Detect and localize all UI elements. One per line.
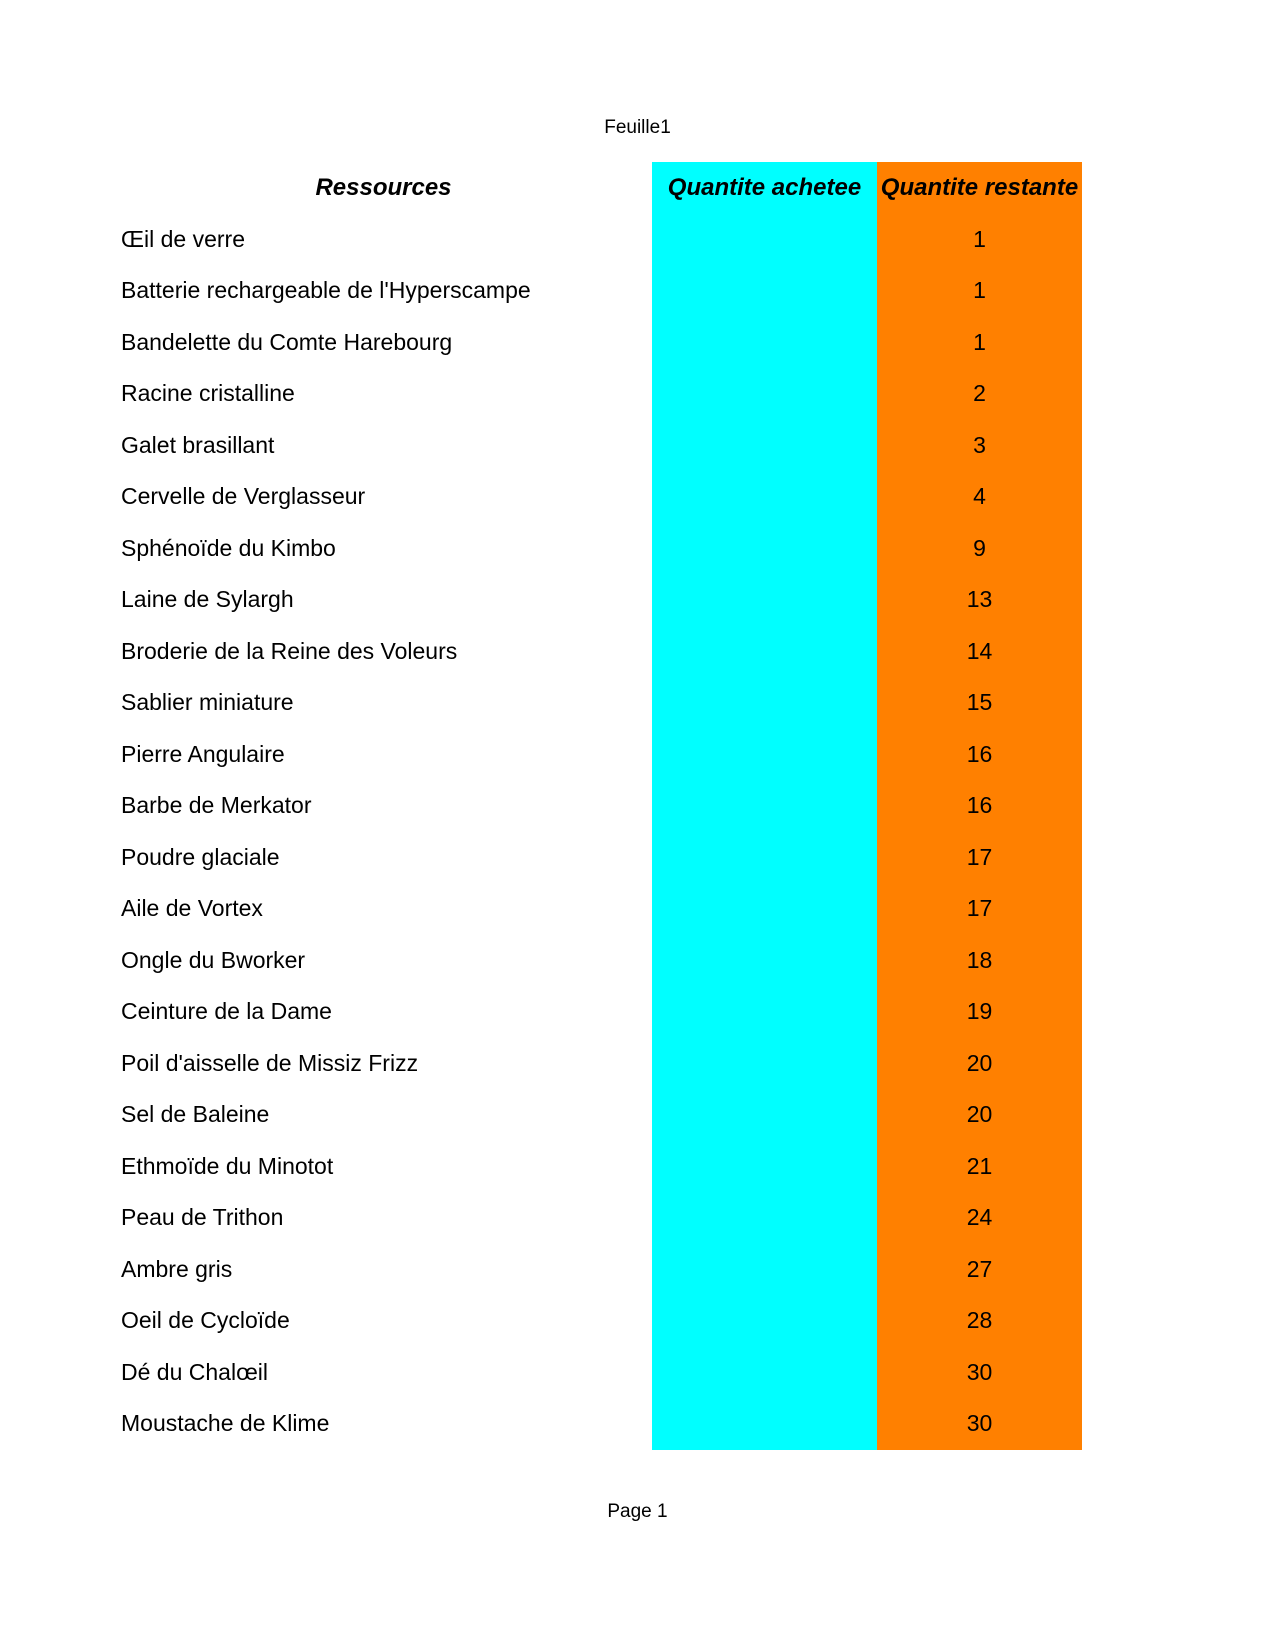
quantity-bought-cell bbox=[652, 523, 877, 575]
quantity-remaining-cell: 13 bbox=[877, 574, 1082, 626]
resource-name-cell: Racine cristalline bbox=[121, 380, 295, 407]
resources-column-header: Ressources bbox=[315, 173, 452, 201]
quantity-bought-column-header: Quantite achetee bbox=[652, 162, 877, 214]
quantity-bought-cell bbox=[652, 214, 877, 266]
resource-name-cell: Ongle du Bworker bbox=[121, 946, 306, 973]
table-row bbox=[115, 368, 1082, 420]
quantity-bought-cell bbox=[652, 471, 877, 523]
quantity-remaining-cell: 28 bbox=[877, 1295, 1082, 1347]
table-row bbox=[115, 1295, 1082, 1347]
page-number-footer: Page 1 bbox=[607, 1501, 668, 1522]
quantity-bought-cell bbox=[652, 1295, 877, 1347]
quantity-remaining-cell: 16 bbox=[877, 729, 1082, 781]
table-row bbox=[115, 986, 1082, 1038]
table-row bbox=[115, 1038, 1082, 1090]
table-row bbox=[115, 265, 1082, 317]
resource-name-cell: Ambre gris bbox=[121, 1255, 233, 1282]
resources-table bbox=[115, 162, 1082, 1450]
table-row bbox=[115, 1089, 1082, 1141]
table-row bbox=[115, 729, 1082, 781]
quantity-bought-cell bbox=[652, 1398, 877, 1450]
table-row bbox=[115, 317, 1082, 369]
table-row bbox=[115, 420, 1082, 472]
quantity-bought-cell bbox=[652, 574, 877, 626]
quantity-bought-cell bbox=[652, 986, 877, 1038]
resource-name-cell: Dé du Chalœil bbox=[121, 1358, 268, 1385]
quantity-remaining-cell: 15 bbox=[877, 677, 1082, 729]
resource-name-cell: Barbe de Merkator bbox=[121, 792, 312, 819]
sheet-title: Feuille1 bbox=[604, 117, 671, 138]
quantity-remaining-cell: 20 bbox=[877, 1089, 1082, 1141]
quantity-remaining-cell: 2 bbox=[877, 368, 1082, 420]
table-row bbox=[115, 677, 1082, 729]
quantity-remaining-cell: 4 bbox=[877, 471, 1082, 523]
quantity-bought-cell bbox=[652, 832, 877, 884]
quantity-bought-cell bbox=[652, 935, 877, 987]
quantity-bought-cell bbox=[652, 1192, 877, 1244]
resource-name-cell: Pierre Angulaire bbox=[121, 740, 285, 767]
quantity-remaining-cell: 21 bbox=[877, 1141, 1082, 1193]
table-row bbox=[115, 1141, 1082, 1193]
quantity-bought-cell bbox=[652, 1141, 877, 1193]
resource-name-cell: Sphénoïde du Kimbo bbox=[121, 534, 336, 561]
resource-name-cell: Bandelette du Comte Harebourg bbox=[121, 328, 453, 355]
table-row bbox=[115, 471, 1082, 523]
table-row bbox=[115, 214, 1082, 266]
quantity-bought-cell bbox=[652, 368, 877, 420]
resource-name-cell: Aile de Vortex bbox=[121, 895, 263, 922]
resource-name-cell: Œil de verre bbox=[121, 225, 245, 252]
quantity-bought-cell bbox=[652, 420, 877, 472]
table-row bbox=[115, 1192, 1082, 1244]
resource-name-cell: Sel de Baleine bbox=[121, 1101, 270, 1128]
quantity-bought-cell bbox=[652, 626, 877, 678]
resource-name-cell: Galet brasillant bbox=[121, 431, 275, 458]
table-row bbox=[115, 1398, 1082, 1450]
quantity-remaining-cell: 24 bbox=[877, 1192, 1082, 1244]
quantity-bought-cell bbox=[652, 883, 877, 935]
table-row bbox=[115, 1347, 1082, 1399]
table-body bbox=[115, 214, 1082, 1450]
quantity-remaining-cell: 14 bbox=[877, 626, 1082, 678]
resource-name-cell: Poudre glaciale bbox=[121, 843, 280, 870]
quantity-remaining-cell: 20 bbox=[877, 1038, 1082, 1090]
resource-name-cell: Peau de Trithon bbox=[121, 1204, 284, 1231]
quantity-bought-cell bbox=[652, 1038, 877, 1090]
resource-name-cell: Broderie de la Reine des Voleurs bbox=[121, 637, 458, 664]
table-row bbox=[115, 883, 1082, 935]
quantity-bought-cell bbox=[652, 265, 877, 317]
table-header-row bbox=[115, 162, 1082, 214]
resource-name-cell: Cervelle de Verglasseur bbox=[121, 483, 366, 510]
quantity-remaining-cell: 1 bbox=[877, 214, 1082, 266]
quantity-remaining-cell: 1 bbox=[877, 265, 1082, 317]
resource-name-cell: Sablier miniature bbox=[121, 689, 294, 716]
table-row bbox=[115, 780, 1082, 832]
quantity-remaining-cell: 19 bbox=[877, 986, 1082, 1038]
resource-name-cell: Ethmoïde du Minotot bbox=[121, 1152, 334, 1179]
quantity-remaining-cell: 17 bbox=[877, 832, 1082, 884]
table-row bbox=[115, 626, 1082, 678]
table-row bbox=[115, 935, 1082, 987]
quantity-remaining-cell: 9 bbox=[877, 523, 1082, 575]
resource-name-cell: Moustache de Klime bbox=[121, 1410, 330, 1437]
quantity-remaining-cell: 18 bbox=[877, 935, 1082, 987]
table-row bbox=[115, 1244, 1082, 1296]
quantity-bought-cell bbox=[652, 1244, 877, 1296]
table-row bbox=[115, 832, 1082, 884]
resource-name-cell: Ceinture de la Dame bbox=[121, 998, 332, 1025]
quantity-remaining-cell: 3 bbox=[877, 420, 1082, 472]
resource-name-cell: Oeil de Cycloïde bbox=[121, 1307, 290, 1334]
table-row bbox=[115, 523, 1082, 575]
quantity-remaining-cell: 27 bbox=[877, 1244, 1082, 1296]
resource-name-cell: Poil d'aisselle de Missiz Frizz bbox=[121, 1049, 419, 1076]
quantity-remaining-cell: 16 bbox=[877, 780, 1082, 832]
quantity-bought-cell bbox=[652, 677, 877, 729]
quantity-remaining-column-header: Quantite restante bbox=[877, 162, 1082, 214]
resource-name-cell: Laine de Sylargh bbox=[121, 586, 294, 613]
quantity-remaining-cell: 30 bbox=[877, 1398, 1082, 1450]
quantity-remaining-cell: 17 bbox=[877, 883, 1082, 935]
quantity-bought-cell bbox=[652, 1347, 877, 1399]
quantity-remaining-cell: 1 bbox=[877, 317, 1082, 369]
table-row bbox=[115, 574, 1082, 626]
quantity-remaining-cell: 30 bbox=[877, 1347, 1082, 1399]
quantity-bought-cell bbox=[652, 1089, 877, 1141]
quantity-bought-cell bbox=[652, 317, 877, 369]
quantity-bought-cell bbox=[652, 729, 877, 781]
resource-name-cell: Batterie rechargeable de l'Hyperscampe bbox=[121, 277, 531, 304]
quantity-bought-cell bbox=[652, 780, 877, 832]
